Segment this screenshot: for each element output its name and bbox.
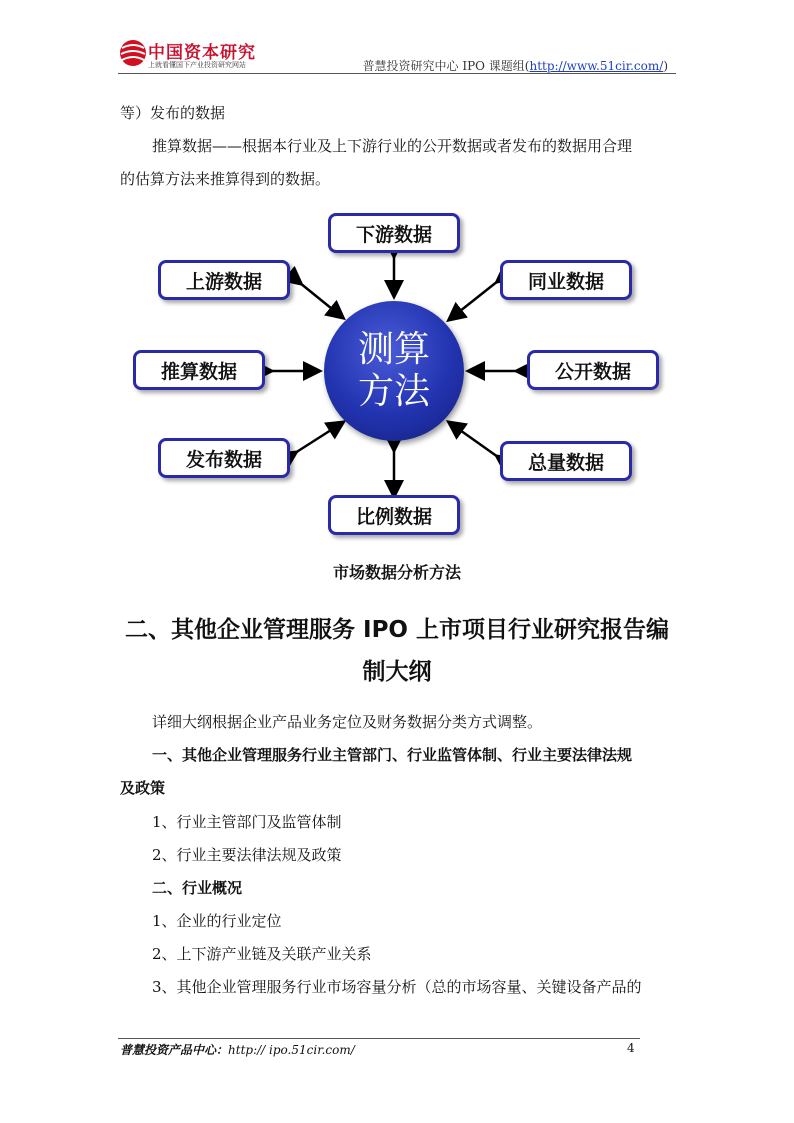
page-number: 4 xyxy=(627,1041,635,1055)
section-intro: 详细大纲根据企业产品业务定位及财务数据分类方式调整。 xyxy=(152,713,543,731)
section-title-line-2: 制大纲 xyxy=(362,659,432,685)
logo-subtitle: 上就看懂国下产业投资研究网站 xyxy=(148,61,246,69)
box-public-data: 公开数据 xyxy=(527,350,659,390)
center-line-1: 测算 xyxy=(357,329,430,370)
arrow-top-right xyxy=(450,281,498,319)
arrow-top-left xyxy=(300,283,342,317)
heading-2: 二、行业概况 xyxy=(152,879,243,897)
arrow-bottom-left xyxy=(295,423,342,453)
footer-link[interactable]: http:// ipo.51cir.com/ xyxy=(228,1043,355,1057)
list-item-2: 2、行业主要法律法规及政策 xyxy=(152,846,342,864)
list-item-1: 1、行业主管部门及监管体制 xyxy=(152,813,342,831)
list-item-3: 1、企业的行业定位 xyxy=(152,912,282,930)
body-line-3: 的估算方法来推算得到的数据。 xyxy=(120,170,331,188)
center-circle xyxy=(324,301,464,441)
page-header xyxy=(118,30,676,74)
heading-1-line-1: 一、其他企业管理服务行业主管部门、行业监管体制、行业主要法律法规 xyxy=(152,746,633,764)
header-label: 普慧投资研究中心 IPO 课题组( xyxy=(362,59,530,73)
box-estimated-data: 推算数据 xyxy=(133,350,265,390)
box-published-data: 发布数据 xyxy=(158,438,290,478)
header-link[interactable]: http://www.51cir.com/ xyxy=(529,59,664,73)
body-line-1: 等）发布的数据 xyxy=(120,104,226,122)
body-line-2: 推算数据——根据本行业及上下游行业的公开数据或者发布的数据用合理 xyxy=(152,137,633,155)
header-info xyxy=(363,57,668,74)
section-title-line-1: 二、其他企业管理服务 IPO 上市项目行业研究报告编 xyxy=(125,617,669,643)
diagram-caption: 市场数据分析方法 xyxy=(332,563,461,582)
box-ratio-data: 比例数据 xyxy=(328,495,460,535)
box-upstream-data: 上游数据 xyxy=(158,260,290,300)
page-footer xyxy=(120,1041,355,1058)
footer-label: 普慧投资产品中心： xyxy=(120,1043,229,1057)
header-close: ) xyxy=(663,59,668,73)
box-peer-data: 同业数据 xyxy=(500,260,632,300)
box-downstream-data: 下游数据 xyxy=(328,213,460,253)
method-diagram xyxy=(120,205,680,555)
list-item-5: 3、其他企业管理服务行业市场容量分析（总的市场容量、关键设备产品的 xyxy=(152,978,642,996)
box-total-data: 总量数据 xyxy=(500,441,632,481)
logo xyxy=(118,36,288,72)
logo-globe-icon xyxy=(118,36,148,70)
heading-1-line-2: 及政策 xyxy=(120,779,166,797)
footer-divider xyxy=(118,1038,640,1039)
arrow-bottom-right xyxy=(450,423,498,457)
logo-title: 中国资本研究 xyxy=(148,43,256,63)
center-line-2: 方法 xyxy=(357,371,430,412)
header-divider xyxy=(118,73,676,74)
list-item-4: 2、上下游产业链及关联产业关系 xyxy=(152,945,372,963)
